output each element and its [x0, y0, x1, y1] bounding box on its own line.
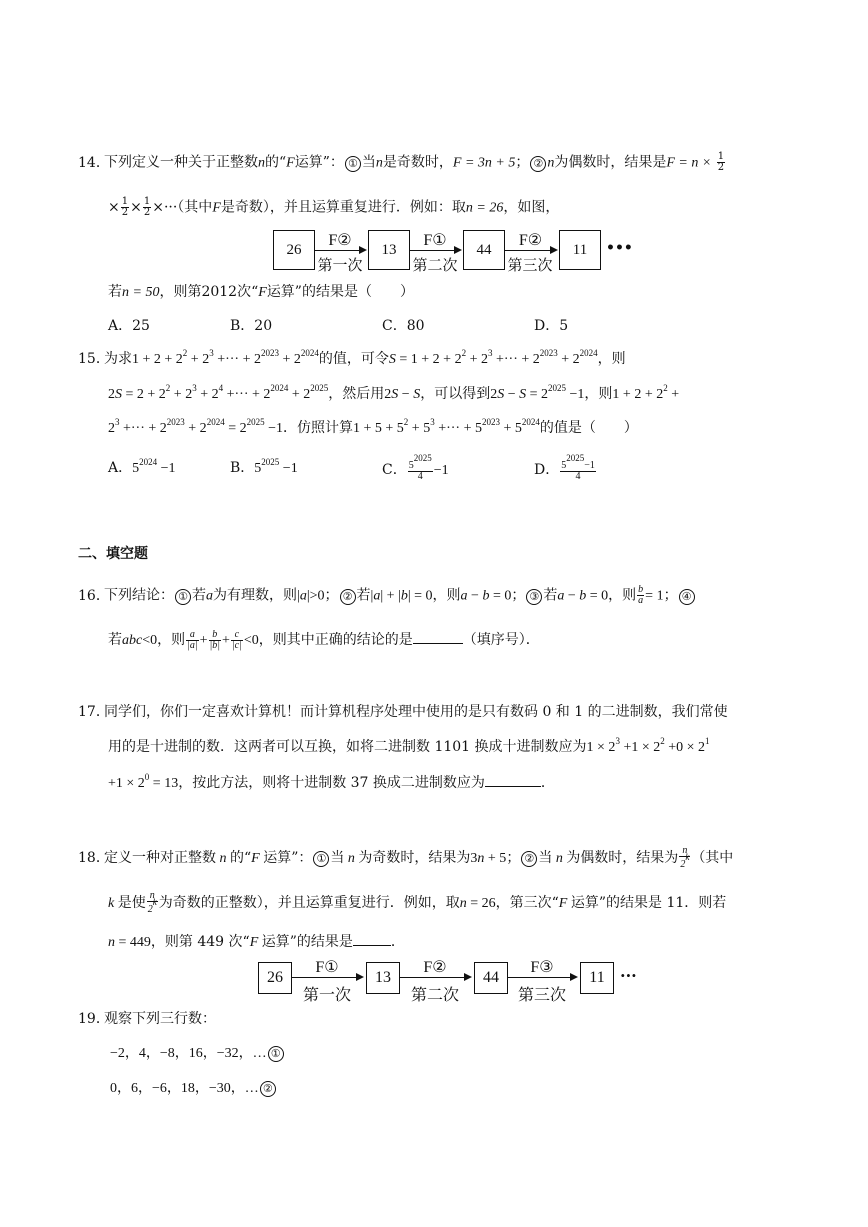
flow-box: 11: [580, 962, 614, 994]
q18-line-1: 18．定义一种对正整数 n 的“F 运算”： ① 当 n 为奇数时，结果为3n + 5； ② 当 n 为偶数时，结果为 $\frac{n}{2^k}$ （其中: [78, 845, 734, 870]
operation-label: F②: [423, 959, 447, 976]
question-number: 14．: [78, 154, 110, 171]
option-a[interactable]: A．$5^{2024} -1$: [108, 457, 176, 476]
option-c[interactable]: C．80: [382, 318, 425, 334]
q16-line-1: 16．下列结论： ① 若a为有理数，则|a|>0； ② 若|a| + |b| = 0，则a − b = 0； ③ 若a − b = 0，则 $\frac{b}{a}$ = 1； ④: [78, 585, 696, 607]
q16-line-2: 若abc<0，则 $\frac{a}{|a|}$ + $\frac{b}{|b|}$ + $\frac{c}{|c|}$ <0，则其中正确的结论的是 （填序号）．: [108, 628, 540, 651]
operation-label: F①: [315, 959, 339, 976]
option-d[interactable]: D．5: [534, 318, 569, 334]
option-b[interactable]: B．20: [230, 318, 273, 334]
arrow-icon: [505, 250, 556, 251]
arrow-icon: [400, 977, 470, 978]
q14-line-2: × $\frac{1}{2}$ × $\frac{1}{2}$ ×···（其中F是奇数），并且运算重复进行．例如：取n = 26，如图，: [108, 196, 560, 218]
flow-box: 26: [273, 230, 315, 270]
flow-box: 11: [559, 230, 601, 270]
step-label: 第二次: [412, 256, 458, 274]
step-label: 第一次: [302, 985, 351, 1004]
operation-label: F②: [328, 232, 352, 249]
q18-line-2: k 是使 $\frac{n}{2^k}$ 为奇数的正整数），并且运算重复进行．例如，取n = 26，第三次“F 运算”的结果是 11．则若: [108, 890, 727, 915]
arrow-icon: [292, 977, 362, 978]
q19-row-1: −2，4，−8，16，−32，… ①: [110, 1044, 285, 1064]
q14-line-1: 14．下列定义一种关于正整数n的“F运算”： ① 当n是奇数时，F = 3n + 5； ② n为偶数时，结果是F = n × $\frac{1}{2}$: [78, 151, 725, 173]
step-label: 第二次: [410, 985, 459, 1004]
q17-line-3: $+1 \times 2^0 = 13$，按此方法，则将十进制数 37 换成二进制数应为 ．: [108, 772, 555, 791]
option-d[interactable]: D． $\frac{5^{2025}-1}{4}$: [534, 453, 595, 482]
ellipsis: ···: [620, 966, 637, 985]
option-c[interactable]: C． $\frac{5^{2025}}{4}$ −1: [382, 453, 449, 482]
q17-line-2: 用的是十进制的数．这两者可以互换，如将二进制数 1101 换成十进制数应为$1 \times 2^3 +1 \times 2^2 +0 \times 2^1$: [108, 736, 710, 755]
arrow-icon: [410, 250, 460, 251]
flow-box: 13: [368, 230, 410, 270]
flow-box: 26: [258, 962, 292, 994]
step-label: 第一次: [317, 256, 363, 274]
fraction-half: $\frac{1}{2}$: [143, 196, 151, 218]
q18-line-3: n = 449，则第 449 次“F 运算”的结果是 ．: [108, 931, 405, 953]
q19-line-1: 19．观察下列三行数：: [78, 1011, 216, 1027]
q15-line-2: $2S = 2 + 2^2 + 2^3 + 2^4$ +··· + $2^{2024} + 2^{2025}$，然后用2S − S，可以得到$2S - S = 2^{2025} -1$，则$1 + 2 + 2^2$ +: [108, 383, 680, 402]
operation-label: F①: [423, 232, 447, 249]
fraction-half: $\frac{1}{2}$: [717, 151, 725, 173]
step-label: 第三次: [507, 256, 553, 274]
question-number: 17．: [78, 704, 110, 720]
answer-blank[interactable]: [413, 629, 463, 644]
question-number: 16．: [78, 587, 110, 604]
fraction-half: $\frac{1}{2}$: [121, 196, 129, 218]
q19-row-2: 0，6，−6，18，−30，… ②: [110, 1079, 277, 1099]
q15-line-1: 15．为求$1 + 2 + 2^2 + 2^3$ +··· + $2^{2023} + 2^{2024}$的值，可令$S = 1 + 2 + 2^2 + 2^3$ +··· + $2^{2023} + 2^{2024}$，则: [78, 348, 626, 367]
question-number: 19．: [78, 1011, 110, 1027]
answer-blank[interactable]: [353, 931, 391, 946]
operation-label: F③: [530, 959, 554, 976]
option-b[interactable]: B．$5^{2025} -1$: [230, 457, 298, 476]
q14-line-3: 若n = 50，则第2012次“F运算”的结果是（ ）: [108, 284, 414, 300]
ellipsis: •••: [606, 240, 633, 256]
section-heading: 二、填空题: [78, 546, 148, 562]
arrow-icon: [508, 977, 576, 978]
answer-blank[interactable]: [485, 772, 541, 787]
operation-label: F②: [518, 232, 543, 249]
q15-line-3: $2^3$ +··· + $2^{2023} + 2^{2024} = 2^{2025} -1$．仿照计算$1 + 5 + 5^2 + 5^3$ +··· + $5^{2023} + 5^{2024}$的值是（ ）: [108, 417, 638, 436]
q17-line-1: 17．同学们，你们一定喜欢计算机！而计算机程序处理中使用的是只有数码 0 和 1 的二进制数，我们常使: [78, 704, 728, 720]
flow-box: 44: [474, 962, 508, 994]
question-number: 18．: [78, 850, 110, 866]
question-number: 15．: [78, 351, 110, 367]
step-label: 第三次: [517, 985, 566, 1004]
arrow-icon: [315, 250, 365, 251]
option-a[interactable]: A．25: [108, 318, 150, 334]
flow-box: 13: [366, 962, 400, 994]
flow-box: 44: [463, 230, 505, 270]
